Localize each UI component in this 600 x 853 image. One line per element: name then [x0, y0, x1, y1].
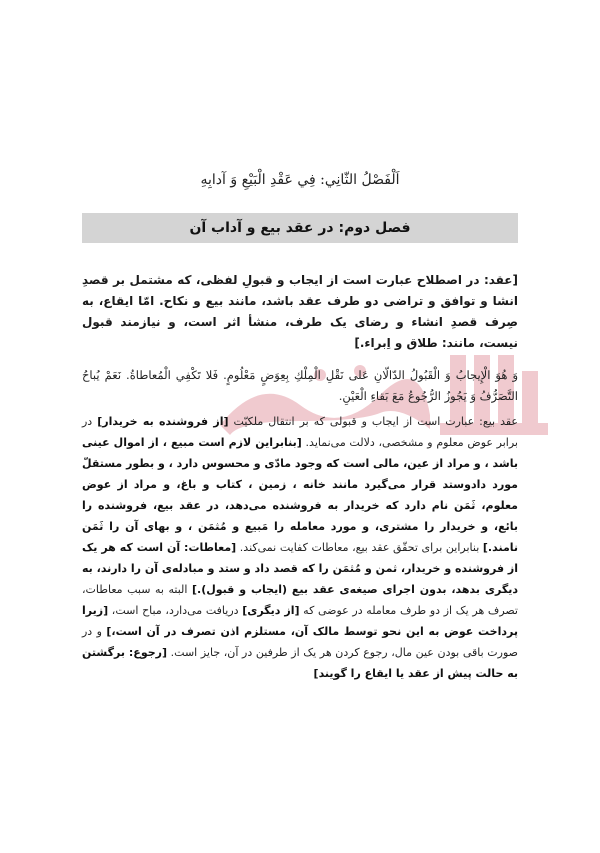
bracketed-commentary: [رجوع: برگشتن به حالت پیش از عقد یا ایقاع را گویند] — [82, 646, 518, 680]
translation-text: دریافت می‌دارد، مباح است، — [108, 604, 243, 617]
chapter-title: فصل دوم: در عقد بیع و آداب آن — [189, 220, 411, 236]
bracketed-commentary: [از دیگری] — [242, 604, 300, 617]
definition-paragraph: [عقد: در اصطلاح عبارت است از ایجاب و قبولِ لفظی، که مشتمل بر قصدِ انشا و توافق و تراضی دو طرف عقد باشد، مانند بیع و نکاح. امّا ایقاع، به صِرف قصدِ انشاء و رضای یک طرف، منشأ اثر است، و نیازمند قبول نیست، مانند: طلاق و اِبراء.] — [82, 273, 518, 350]
translation-text: بنابراین برای تحقّق عقد بیع، معاطات کفایت نمی‌کند. — [236, 541, 483, 554]
bracketed-commentary: [از فروشنده به خریدار] — [97, 415, 229, 428]
translation-text: عقد بیع: عبارت است از ایجاب و قبولی که بر انتقال ملکیّت — [228, 415, 518, 428]
translation-text: البته به سبب معاطات، تصرف هر یک از دو طرف معامله در عوضی که — [82, 583, 518, 617]
arabic-chapter-title: اَلْفَصْلُ الثّانِي: فِي عَقْدِ الْبَيْعِ وَ آدابِهِ — [200, 172, 400, 188]
translation-text: در برابر عوض معلوم و مشخصی، دلالت می‌نماید. — [82, 415, 518, 449]
arabic-source-text: وَ هُوَ الْإِيجابُ وَ الْقَبُولُ الدّالّانِ عَلى نَقْلِ الْمِلْكِ بِعِوَضٍ مَعْلُومٍ. فَلا تَكْفِي الْمُعاطاةُ. نَعَمْ يُباحُ التَّصَرُّفُ وَ يَجُوزُ الرُّجُوعُ مَعَ بَقاءِ الْعَيْنِ. — [82, 368, 518, 403]
bracketed-commentary: [معاطات: آن است که هر یک از فروشنده و خریدار، ثمن و مُثمَن را که قصد داد و ستد و مبادله‌ی آن را دارند، به دیگری بدهد، بدون اجرای صیغه‌ی عقد بیع (ایجاب و قبول).] — [82, 541, 518, 596]
translation-text: و در صورت باقی بودن عین مال، رجوع کردن هر یک از طرفین در آن، جایز است. — [82, 625, 518, 659]
bracketed-commentary: [زیرا پرداخت عوض به این نحو توسط مالک آن، مستلزم اذن تصرف در آن است،] — [82, 604, 518, 638]
explanation-paragraph — [82, 411, 518, 684]
chapter-title-box — [82, 213, 518, 243]
bracketed-commentary: [بنابراین لازم است مبیع ، از اموال عینی باشد ، و مراد از عین، مالی است که وجود مادّی و محسوس دارد ، و بطور مستقلّ مورد دادوستد قرار می‌گیرد مانند خانه ، زمین ، کتاب و باغ، و مراد از عوض معلوم، ثَمَن نام دارد که خریدار به فروشنده می‌دهد، در عقد بیع، فروشنده را بائع، و خریدار را مشتری، و مورد معامله را مَبیع و مُثمَن ، و بهای آن را ثَمَن نامند.] — [82, 436, 519, 554]
